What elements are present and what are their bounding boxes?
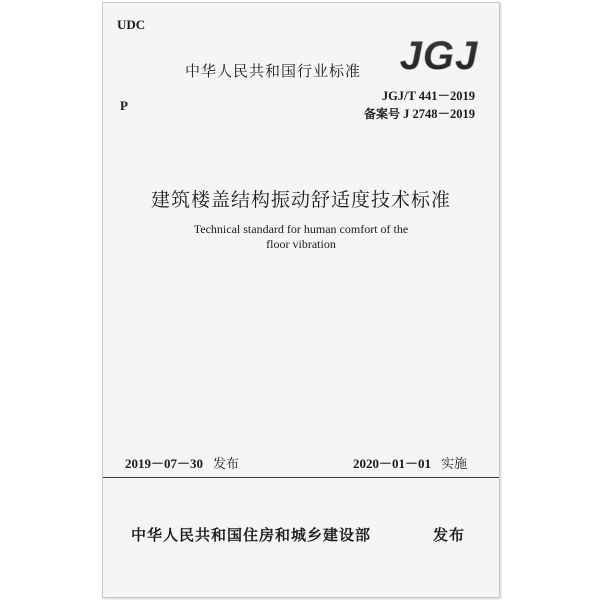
issuer-action: 发布 — [433, 526, 466, 544]
divider-line — [103, 477, 499, 478]
standard-number: JGJ/T 441－2019 — [381, 89, 475, 103]
title-english-line1: Technical standard for human comfort of the — [193, 222, 409, 236]
logo-text: JGJ — [399, 34, 479, 76]
industry-standard-heading: 中华人民共和国行业标准 — [185, 62, 362, 80]
title-chinese: 建筑楼盖结构振动舒适度技术标准 — [150, 189, 451, 211]
category-code: P — [120, 98, 128, 113]
publish-date-line — [125, 453, 239, 472]
filing-label: 备案号 — [363, 107, 400, 121]
publish-label: 发布 — [213, 457, 240, 472]
jgj-logo — [397, 32, 481, 76]
issuer-name: 中华人民共和国住房和城乡建设部 — [131, 526, 372, 544]
publish-date: 2019－07－30 — [125, 456, 204, 471]
effective-label: 实施 — [441, 457, 468, 472]
filing-number: J 2748－2019 — [403, 107, 475, 121]
udc-label: UDC — [117, 17, 146, 32]
effective-date-line — [353, 453, 467, 472]
effective-date: 2020－01－01 — [353, 456, 432, 471]
title-english — [103, 222, 499, 252]
title-english-line2: floor vibration — [266, 237, 336, 251]
filing-number-line — [364, 104, 475, 122]
document-cover — [102, 2, 500, 598]
